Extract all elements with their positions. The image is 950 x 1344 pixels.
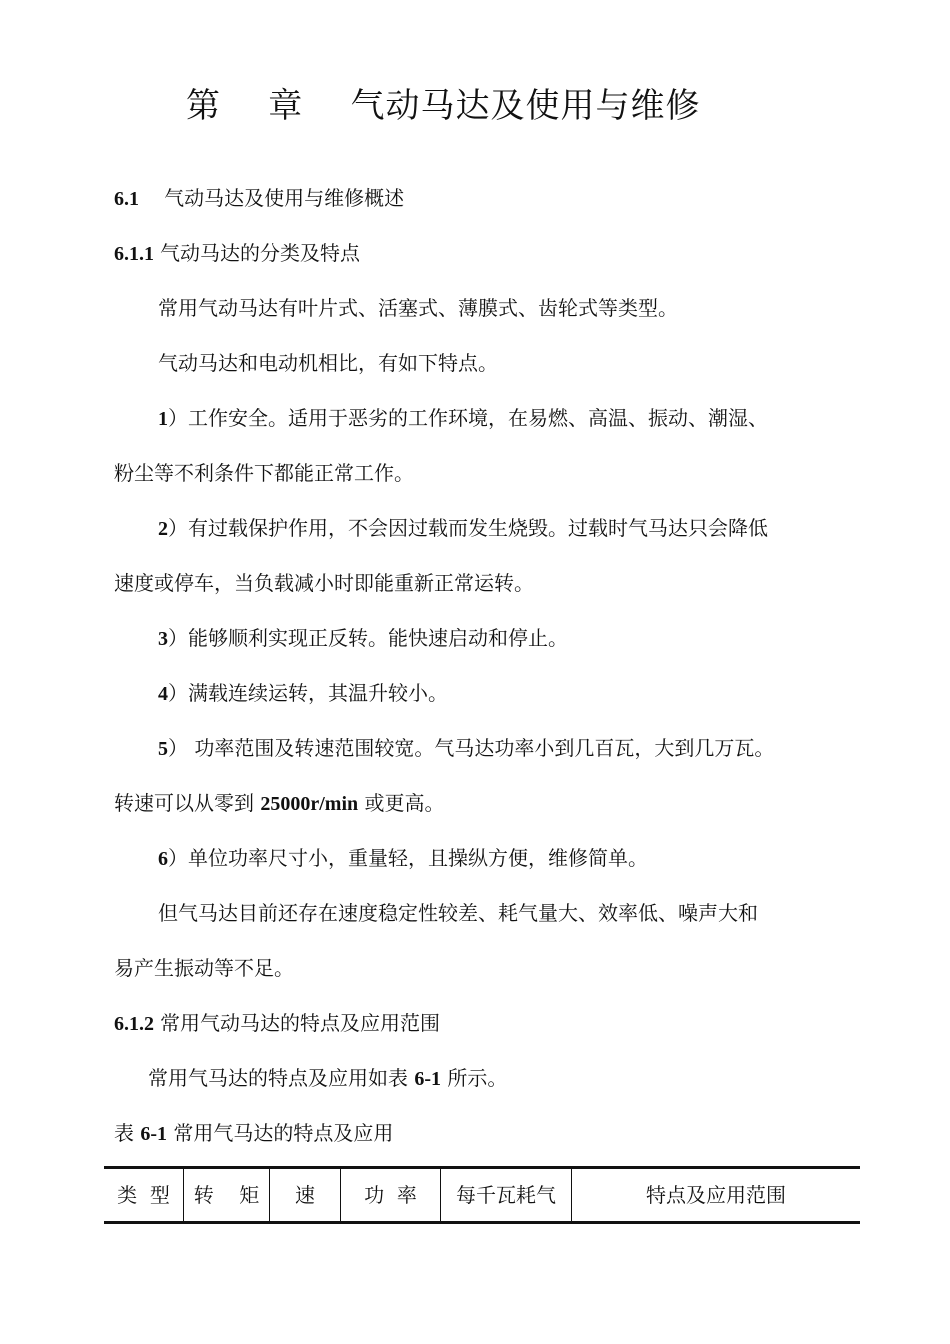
paragraph bbox=[148, 1064, 507, 1093]
list-item-1-cont: 粉尘等不利条件下都能正常工作。 bbox=[114, 461, 414, 485]
list-item-2-cont: 速度或停车，当负载减小时即能重新正常运转。 bbox=[114, 571, 534, 595]
table-number: 6-1 bbox=[140, 1123, 168, 1145]
motor-table-header bbox=[104, 1166, 860, 1224]
list-item-6 bbox=[158, 844, 648, 873]
table-caption bbox=[114, 1119, 393, 1148]
list-item-2 bbox=[158, 514, 768, 543]
list-text: ）单位功率尺寸小，重量轻，且操纵方便，维修简单。 bbox=[168, 846, 648, 870]
section-title: 常用气动马达的特点及应用范围 bbox=[160, 1011, 440, 1035]
section-heading-6-1 bbox=[114, 184, 404, 213]
list-text: 或更高。 bbox=[358, 791, 445, 815]
list-number: 1 bbox=[158, 408, 168, 430]
list-text: ）能够顺利实现正反转。能快速启动和停止。 bbox=[168, 626, 568, 650]
table-ref: 6-1 bbox=[414, 1068, 442, 1090]
section-title: 气动马达的分类及特点 bbox=[160, 241, 360, 265]
section-number: 6.1 bbox=[114, 188, 139, 210]
table-header-cell: 每千瓦耗气 bbox=[441, 1169, 572, 1221]
list-number: 5 bbox=[158, 738, 168, 760]
list-item-3 bbox=[158, 624, 568, 653]
list-number: 3 bbox=[158, 628, 168, 650]
list-number: 2 bbox=[158, 518, 168, 540]
paragraph-text: 所示。 bbox=[441, 1066, 508, 1090]
table-header-cell: 特点及应用范围 bbox=[646, 1183, 786, 1207]
table-header-cell: 速 bbox=[270, 1169, 341, 1221]
section-heading-6-1-1 bbox=[114, 239, 360, 268]
list-item-5 bbox=[158, 734, 774, 763]
list-item-5-cont bbox=[114, 789, 445, 818]
list-text: ）满载连续运转，其温升较小。 bbox=[168, 681, 448, 705]
paragraph: 常用气动马达有叶片式、活塞式、薄膜式、齿轮式等类型。 bbox=[158, 296, 678, 320]
table-header-cell: 功 率 bbox=[341, 1169, 441, 1221]
table-header-cell: 类 型 bbox=[104, 1169, 184, 1221]
paragraph: 气动马达和电动机相比，有如下特点。 bbox=[158, 351, 498, 375]
list-text: ） 功率范围及转速范围较宽。气马达功率小到几百瓦，大到几万瓦。 bbox=[168, 736, 775, 760]
list-number: 4 bbox=[158, 683, 168, 705]
list-item-1 bbox=[158, 404, 768, 433]
caption-text: 常用气马达的特点及应用 bbox=[167, 1121, 394, 1145]
section-number: 6.1.2 bbox=[114, 1013, 154, 1035]
speed-value: 25000r/min bbox=[260, 793, 359, 815]
list-text: ）有过载保护作用，不会因过载而发生烧毁。过载时气马达只会降低 bbox=[168, 516, 768, 540]
table-header-cell: 转 矩 bbox=[184, 1169, 270, 1221]
paragraph-cont: 易产生振动等不足。 bbox=[114, 956, 294, 980]
paragraph: 但气马达目前还存在速度稳定性较差、耗气量大、效率低、噪声大和 bbox=[158, 901, 758, 925]
caption-text: 表 bbox=[114, 1121, 141, 1145]
list-text: ）工作安全。适用于恶劣的工作环境，在易燃、高温、振动、潮湿、 bbox=[168, 406, 768, 430]
section-number: 6.1.1 bbox=[114, 243, 154, 265]
list-text: 转速可以从零到 bbox=[114, 791, 261, 815]
list-item-4 bbox=[158, 679, 448, 708]
section-title: 气动马达及使用与维修概述 bbox=[164, 186, 405, 210]
section-heading-6-1-2 bbox=[114, 1009, 440, 1038]
chapter-title: 第 章 气动马达及使用与维修 bbox=[186, 86, 701, 126]
list-number: 6 bbox=[158, 848, 168, 870]
paragraph-text: 常用气马达的特点及应用如表 bbox=[148, 1066, 415, 1090]
